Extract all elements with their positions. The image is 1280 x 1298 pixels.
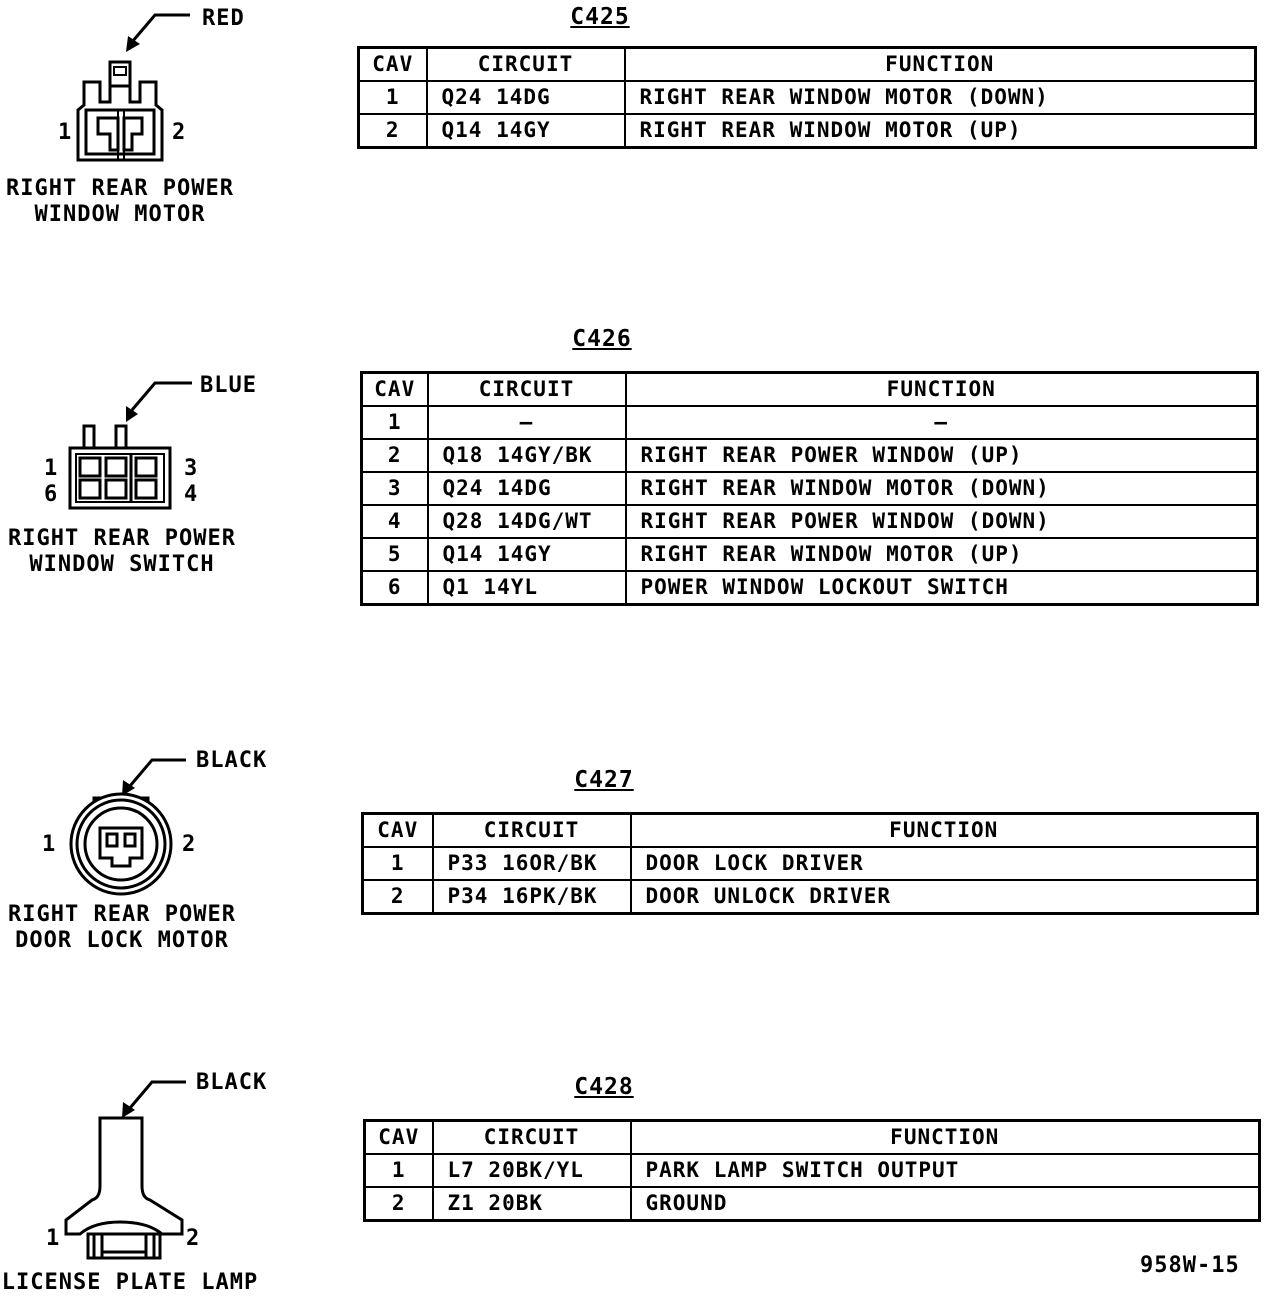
cav-cell: 2 <box>362 439 428 472</box>
table-header-row <box>359 48 1256 82</box>
connector-color-label: BLACK <box>196 748 268 773</box>
cavity-table <box>360 371 1259 606</box>
table-row <box>359 81 1256 114</box>
cav-cell: 5 <box>362 538 428 571</box>
function-cell: PARK LAMP SWITCH OUTPUT <box>631 1154 1260 1187</box>
function-cell: RIGHT REAR POWER WINDOW (UP) <box>626 439 1258 472</box>
header-function: FUNCTION <box>631 814 1258 848</box>
cav-cell: 4 <box>362 505 428 538</box>
pin-label: 1 <box>42 832 56 857</box>
connector-id-title: C426 <box>572 326 632 352</box>
connector-id-title: C425 <box>570 4 630 30</box>
circuit-cell: Q14 14GY <box>428 538 626 571</box>
function-cell: – <box>626 406 1258 439</box>
table-header-row <box>363 814 1258 848</box>
cav-cell: 1 <box>359 81 427 114</box>
header-function: FUNCTION <box>631 1121 1260 1155</box>
cavity-table <box>357 46 1257 149</box>
cav-cell: 6 <box>362 571 428 605</box>
table-row <box>362 406 1258 439</box>
table-row <box>363 847 1258 880</box>
pin-label: 1 <box>46 1226 60 1251</box>
header-cav: CAV <box>363 814 433 848</box>
connector-name: RIGHT REAR POWER WINDOW SWITCH <box>8 526 236 577</box>
cav-cell: 2 <box>363 880 433 914</box>
circuit-cell: Z1 20BK <box>433 1187 631 1221</box>
table-row <box>365 1187 1260 1221</box>
table-header-row <box>365 1121 1260 1155</box>
table-row <box>362 505 1258 538</box>
cav-cell: 1 <box>362 406 428 439</box>
lamp-socket-icon <box>60 1074 200 1264</box>
header-cav: CAV <box>359 48 427 82</box>
function-cell: RIGHT REAR WINDOW MOTOR (DOWN) <box>626 472 1258 505</box>
table-row <box>359 114 1256 148</box>
connector-name: LICENSE PLATE LAMP <box>1 1270 259 1295</box>
circuit-cell: P33 16OR/BK <box>433 847 631 880</box>
connector-id-title: C428 <box>574 1074 634 1100</box>
circuit-cell: Q14 14GY <box>427 114 625 148</box>
connector-name: RIGHT REAR POWER DOOR LOCK MOTOR <box>8 902 236 953</box>
cav-cell: 2 <box>359 114 427 148</box>
header-circuit: CIRCUIT <box>433 1121 631 1155</box>
pin-label: 2 <box>172 120 186 145</box>
connector-color-label: BLACK <box>196 1070 268 1095</box>
pin-label: 2 <box>186 1226 200 1251</box>
function-cell: RIGHT REAR WINDOW MOTOR (UP) <box>625 114 1256 148</box>
header-function: FUNCTION <box>625 48 1256 82</box>
pin-label: 1 <box>58 120 72 145</box>
header-circuit: CIRCUIT <box>428 373 626 407</box>
header-circuit: CIRCUIT <box>433 814 631 848</box>
connector-name: RIGHT REAR POWER WINDOW MOTOR <box>6 176 234 227</box>
circuit-cell: Q18 14GY/BK <box>428 439 626 472</box>
function-cell: DOOR UNLOCK DRIVER <box>631 880 1258 914</box>
table-row <box>362 472 1258 505</box>
circuit-cell: P34 16PK/BK <box>433 880 631 914</box>
circuit-cell: Q24 14DG <box>428 472 626 505</box>
door-lock-connector-icon <box>60 752 200 892</box>
circuit-cell: Q1 14YL <box>428 571 626 605</box>
connector-color-label: BLUE <box>200 373 257 398</box>
table-row <box>363 880 1258 914</box>
circuit-cell: Q24 14DG <box>427 81 625 114</box>
function-cell: RIGHT REAR WINDOW MOTOR (DOWN) <box>625 81 1256 114</box>
header-cav: CAV <box>362 373 428 407</box>
table-row <box>362 439 1258 472</box>
cav-cell: 1 <box>365 1154 433 1187</box>
pin-label: 2 <box>182 832 196 857</box>
pin-label: 6 <box>44 482 58 507</box>
table-row <box>365 1154 1260 1187</box>
table-header-row <box>362 373 1258 407</box>
function-cell: POWER WINDOW LOCKOUT SWITCH <box>626 571 1258 605</box>
header-circuit: CIRCUIT <box>427 48 625 82</box>
pin-label: 1 <box>44 456 58 481</box>
pin-label: 3 <box>184 456 198 481</box>
header-cav: CAV <box>365 1121 433 1155</box>
figure-id: 958W-15 <box>1140 1253 1240 1278</box>
header-function: FUNCTION <box>626 373 1258 407</box>
pin-label: 4 <box>184 482 198 507</box>
function-cell: DOOR LOCK DRIVER <box>631 847 1258 880</box>
circuit-cell: L7 20BK/YL <box>433 1154 631 1187</box>
connector-color-label: RED <box>202 6 245 31</box>
cav-cell: 2 <box>365 1187 433 1221</box>
function-cell: RIGHT REAR WINDOW MOTOR (UP) <box>626 538 1258 571</box>
cavity-table <box>363 1119 1261 1222</box>
cav-cell: 1 <box>363 847 433 880</box>
function-cell: GROUND <box>631 1187 1260 1221</box>
connector-id-title: C427 <box>574 767 634 793</box>
cavity-table <box>361 812 1259 915</box>
function-cell: RIGHT REAR POWER WINDOW (DOWN) <box>626 505 1258 538</box>
table-row <box>362 571 1258 605</box>
table-row <box>362 538 1258 571</box>
circuit-cell: Q28 14DG/WT <box>428 505 626 538</box>
window-motor-connector-icon <box>70 10 210 170</box>
cav-cell: 3 <box>362 472 428 505</box>
circuit-cell: – <box>428 406 626 439</box>
